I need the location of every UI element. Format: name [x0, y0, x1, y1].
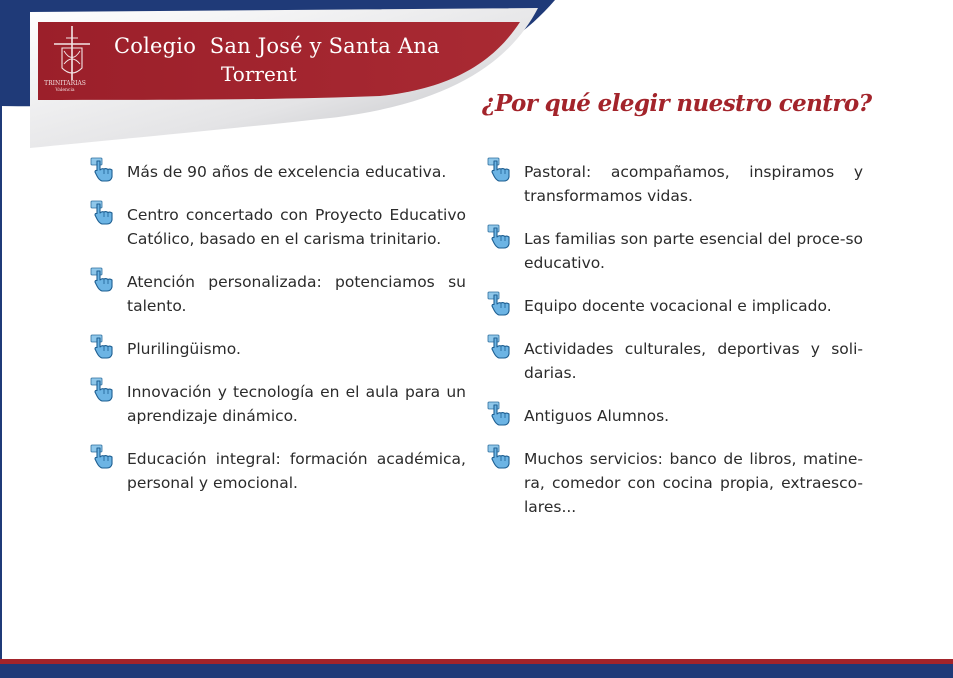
- logo-caption-line2: Valencia: [55, 87, 75, 93]
- pointing-hand-icon: [90, 377, 116, 403]
- school-name-line1: Colegio San José y Santa Ana: [114, 34, 440, 58]
- pointing-hand-icon: [90, 157, 116, 183]
- pointing-hand-icon: [487, 334, 513, 360]
- pointing-hand-icon: [90, 334, 116, 360]
- reason-text: Pastoral: acompañamos, inspiramos y transformamos vidas.: [524, 163, 863, 205]
- pointing-hand-icon: [487, 157, 513, 183]
- pointing-hand-icon: [90, 267, 116, 293]
- school-name-line2: Torrent: [221, 62, 297, 86]
- pointing-hand-icon: [487, 224, 513, 250]
- reason-item: [90, 337, 466, 361]
- section-title: ¿Por qué elegir nuestro centro?: [482, 90, 872, 117]
- pointing-hand-icon: [487, 401, 513, 427]
- pointing-hand-icon: [90, 444, 116, 470]
- left-reasons-list: [90, 160, 466, 495]
- right-reasons-list: [487, 160, 863, 519]
- footer-red-stripe: [0, 659, 953, 664]
- reason-item: [487, 404, 863, 428]
- reason-item: [90, 203, 466, 251]
- reason-text: Las familias son parte esencial del proce-so educativo.: [524, 230, 863, 272]
- reason-item: [90, 160, 466, 184]
- reason-item: [487, 294, 863, 318]
- pointing-hand-icon: [487, 444, 513, 470]
- reason-text: Equipo docente vocacional e implicado.: [524, 297, 832, 315]
- reason-item: [90, 447, 466, 495]
- reason-text: Más de 90 años de excelencia educativa.: [127, 163, 447, 181]
- reason-text: Centro concertado con Proyecto Educativo Católico, basado en el carisma trinitario.: [127, 206, 466, 248]
- logo-caption: [40, 81, 90, 93]
- reason-item: [487, 227, 863, 275]
- reason-text: Antiguos Alumnos.: [524, 407, 670, 425]
- reason-text: Muchos servicios: banco de libros, matine-ra, comedor con cocina propia, extraesco-lares...: [524, 450, 863, 516]
- reason-item: [90, 270, 466, 318]
- reason-text: Atención personalizada: potenciamos su talento.: [127, 273, 466, 315]
- reason-item: [487, 447, 863, 519]
- footer-navy-stripe: [0, 664, 953, 678]
- reason-item: [487, 337, 863, 385]
- reason-item: [487, 160, 863, 208]
- pointing-hand-icon: [487, 291, 513, 317]
- reason-text: Plurilingüismo.: [127, 340, 241, 358]
- logo-caption-line1: TRINITARIAS: [44, 80, 86, 87]
- reason-text: Innovación y tecnología en el aula para un aprendizaje dinámico.: [127, 383, 466, 425]
- header-banner: [38, 22, 520, 100]
- reason-text: Educación integral: formación académica, personal y emocional.: [127, 450, 466, 492]
- reason-text: Actividades culturales, deportivas y soli-darias.: [524, 340, 863, 382]
- reason-item: [90, 380, 466, 428]
- pointing-hand-icon: [90, 200, 116, 226]
